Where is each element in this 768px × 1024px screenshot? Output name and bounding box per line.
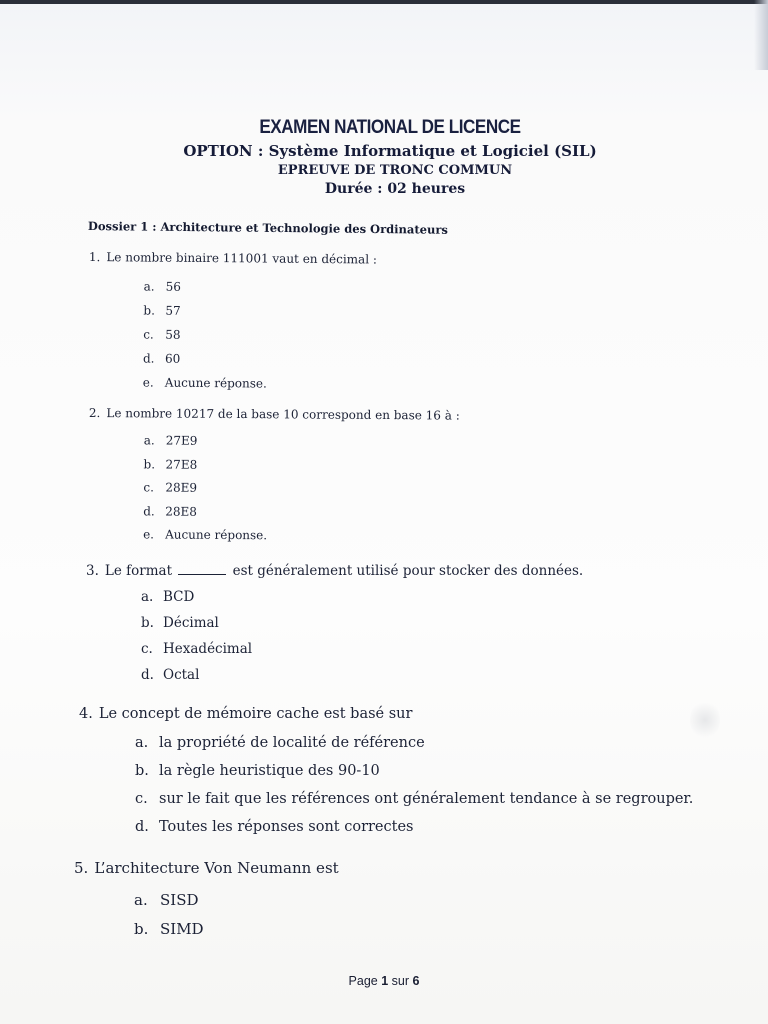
option-text: BCD [163, 589, 195, 605]
question-text-before: Le format [104, 563, 172, 579]
option-list [143, 429, 460, 549]
answer-option [135, 785, 693, 813]
scan-right-edge [754, 0, 768, 70]
option-letter: b. [135, 763, 149, 779]
option-letter: d. [141, 667, 154, 683]
option-text: Décimal [163, 615, 219, 631]
answer-option [135, 813, 693, 841]
answer-option [143, 322, 376, 348]
option-text: SISD [160, 891, 199, 909]
option-text: Toutes les réponses sont correctes [159, 819, 414, 835]
question-3 [86, 561, 583, 688]
option-text: 27E9 [165, 433, 198, 448]
page-footer [0, 974, 768, 988]
exam-option: OPTION : Système Informatique et Logiciel (SIL) [183, 142, 597, 160]
page-current: 1 [381, 974, 389, 988]
option-letter: a. [141, 589, 154, 605]
option-text: 58 [165, 327, 181, 342]
scan-top-edge [0, 0, 768, 4]
exam-title: EXAMEN NATIONAL DE LICENCE [259, 117, 521, 138]
answer-option [141, 636, 583, 662]
option-text: la propriété de localité de référence [159, 735, 425, 751]
answer-option [135, 729, 693, 757]
question-1 [88, 248, 377, 397]
option-list [141, 584, 583, 688]
answer-option [143, 346, 376, 372]
option-letter: b. [143, 303, 156, 318]
option-text: Hexadécimal [163, 641, 253, 657]
answer-option [135, 757, 693, 785]
question-text: Le nombre 10217 de la base 10 correspond en base 16 à : [106, 406, 460, 423]
option-letter: a. [135, 735, 149, 751]
option-text: Aucune réponse. [165, 527, 268, 543]
question-text: Le concept de mémoire cache est basé sur [98, 706, 413, 722]
question-stem [74, 857, 339, 879]
answer-option [143, 500, 459, 526]
fill-in-blank [178, 562, 226, 575]
question-stem [89, 248, 377, 269]
option-list [143, 274, 377, 396]
option-letter: e. [142, 375, 154, 390]
question-text: Le nombre binaire 111001 vaut en décimal : [106, 250, 378, 267]
answer-option [134, 886, 339, 915]
section-heading: Dossier 1 : Architecture et Technologie des Ordinateurs [87, 219, 448, 237]
paper-smudge [690, 700, 720, 740]
question-stem [79, 703, 693, 725]
of-word: sur [391, 974, 410, 988]
option-text: Octal [163, 667, 200, 683]
question-text: L’architecture Von Neumann est [94, 859, 339, 877]
option-letter: d. [142, 351, 155, 366]
option-text: 57 [165, 303, 181, 318]
answer-option [143, 298, 376, 324]
page-word: Page [348, 974, 378, 988]
option-text: sur le fait que les références ont généralement tendance à se regrouper. [159, 791, 694, 807]
exam-header [0, 116, 768, 199]
option-letter: d. [143, 503, 155, 518]
option-letter: b. [143, 456, 156, 471]
page-total: 6 [412, 974, 420, 988]
answer-option [141, 662, 583, 688]
question-number: 1. [88, 249, 101, 265]
question-number: 2. [88, 405, 101, 421]
option-letter: a. [143, 279, 155, 294]
answer-option [134, 915, 339, 944]
question-stem [89, 404, 460, 425]
option-text: la règle heuristique des 90-10 [159, 763, 380, 779]
answer-option [141, 584, 583, 610]
option-text: Aucune réponse. [164, 375, 267, 391]
option-text: 27E8 [165, 457, 198, 472]
option-letter: b. [134, 920, 149, 938]
option-letter: a. [134, 891, 148, 909]
option-letter: c. [143, 480, 155, 495]
answer-option [143, 453, 459, 479]
question-number: 3. [86, 563, 99, 579]
option-list [135, 729, 693, 841]
option-letter: a. [143, 433, 155, 448]
exam-epreuve: EPREUVE DE TRONC COMMUN [277, 163, 513, 178]
question-5 [74, 857, 339, 944]
option-letter: c. [135, 791, 148, 807]
answer-option [144, 429, 460, 455]
answer-option [143, 523, 459, 549]
option-letter: e. [143, 527, 155, 542]
question-number: 4. [79, 706, 93, 722]
option-text: 28E9 [165, 480, 198, 495]
answer-option [144, 274, 377, 300]
option-text: SIMD [160, 920, 204, 938]
question-2 [88, 404, 460, 549]
option-letter: d. [135, 819, 149, 835]
option-letter: c. [143, 327, 154, 342]
answer-option [143, 476, 459, 502]
answer-option [141, 610, 583, 636]
option-text: 28E8 [165, 504, 197, 519]
option-text: 56 [165, 279, 182, 294]
question-stem [86, 561, 583, 581]
question-number: 5. [74, 859, 89, 877]
option-letter: c. [141, 641, 153, 657]
option-text: 60 [164, 351, 181, 366]
question-4 [79, 703, 693, 841]
answer-option [143, 370, 376, 396]
option-letter: b. [141, 615, 154, 631]
question-text-after: est généralement utilisé pour stocker des données. [232, 563, 584, 579]
option-list [134, 886, 339, 944]
exam-duration: Durée : 02 heures [324, 181, 466, 197]
